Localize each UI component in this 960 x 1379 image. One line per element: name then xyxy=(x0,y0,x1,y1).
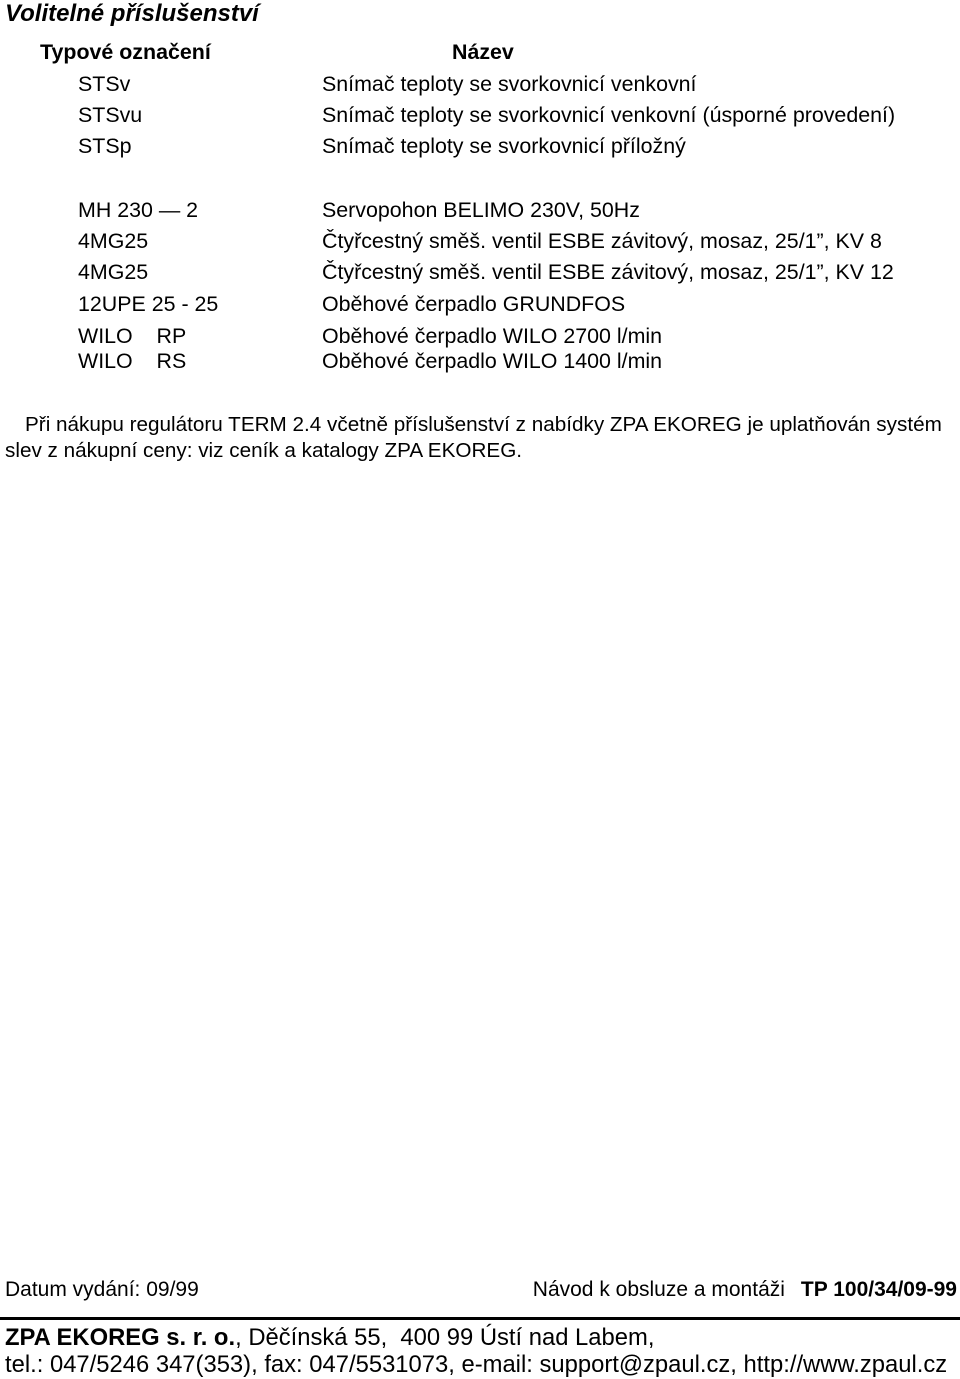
manual-reference xyxy=(533,1278,957,1302)
product-code: STSp xyxy=(78,134,132,158)
discount-note xyxy=(5,412,955,464)
product-name: Snímač teploty se svorkovnicí příložný xyxy=(322,134,686,158)
header-code: Typové označení xyxy=(40,40,211,64)
product-name: Snímač teploty se svorkovnicí venkovní xyxy=(322,72,697,96)
page-title: Volitelné příslušenství xyxy=(5,0,259,27)
product-code: WILO RP xyxy=(78,324,187,348)
product-name: Čtyřcestný směš. ventil ESBE závitový, mosaz, 25/1”, KV 12 xyxy=(322,260,894,284)
product-name: Snímač teploty se svorkovnicí venkovní (úsporné provedení) xyxy=(322,103,896,127)
product-code: MH 230 — 2 xyxy=(78,198,199,222)
product-code: 4MG25 xyxy=(78,229,149,253)
table-row xyxy=(0,198,960,222)
footer xyxy=(0,1270,960,1379)
table-row xyxy=(0,134,960,158)
company-line xyxy=(5,1325,654,1351)
table-row xyxy=(0,229,960,253)
product-code: 12UPE 25 - 25 xyxy=(78,292,219,316)
footer-meta xyxy=(5,1278,957,1302)
document-number: TP 100/34/09-99 xyxy=(800,1278,957,1301)
company-name: ZPA EKOREG s. r. o. xyxy=(5,1324,236,1351)
table-row xyxy=(0,349,960,373)
table-row xyxy=(0,260,960,284)
note-line: Při nákupu regulátoru TERM 2.4 včetně příslušenství z nabídky ZPA EKOREG je uplatňován systém xyxy=(25,413,942,436)
footer-rule xyxy=(0,1317,960,1320)
contact-info: tel.: 047/5246 347(353), fax: 047/5531073, e-mail: support@zpaul.cz, http://www.zpaul.cz xyxy=(5,1351,948,1378)
issue-date: Datum vydání: 09/99 xyxy=(5,1278,199,1301)
product-name: Oběhové čerpadlo WILO 1400 l/min xyxy=(322,349,663,373)
product-code: WILO RS xyxy=(78,349,187,373)
header-name: Název xyxy=(452,40,514,64)
product-name: Čtyřcestný směš. ventil ESBE závitový, mosaz, 25/1”, KV 8 xyxy=(322,229,882,253)
table-row xyxy=(0,324,960,348)
product-code: STSvu xyxy=(78,103,143,127)
note-line: slev z nákupní ceny: viz ceník a katalogy ZPA EKOREG. xyxy=(5,439,523,462)
product-name: Oběhové čerpadlo WILO 2700 l/min xyxy=(322,324,663,348)
product-name: Servopohon BELIMO 230V, 50Hz xyxy=(322,198,640,222)
company-address: , Děčínská 55, 400 99 Ústí nad Labem, xyxy=(235,1324,655,1351)
table-row xyxy=(0,292,960,316)
product-code: STSv xyxy=(78,72,131,96)
table-row xyxy=(0,72,960,96)
product-code: 4MG25 xyxy=(78,260,149,284)
accessories-table xyxy=(0,0,960,380)
table-row xyxy=(0,103,960,127)
manual-label: Návod k obsluze a montáži xyxy=(532,1278,785,1301)
product-name: Oběhové čerpadlo GRUNDFOS xyxy=(322,292,626,316)
